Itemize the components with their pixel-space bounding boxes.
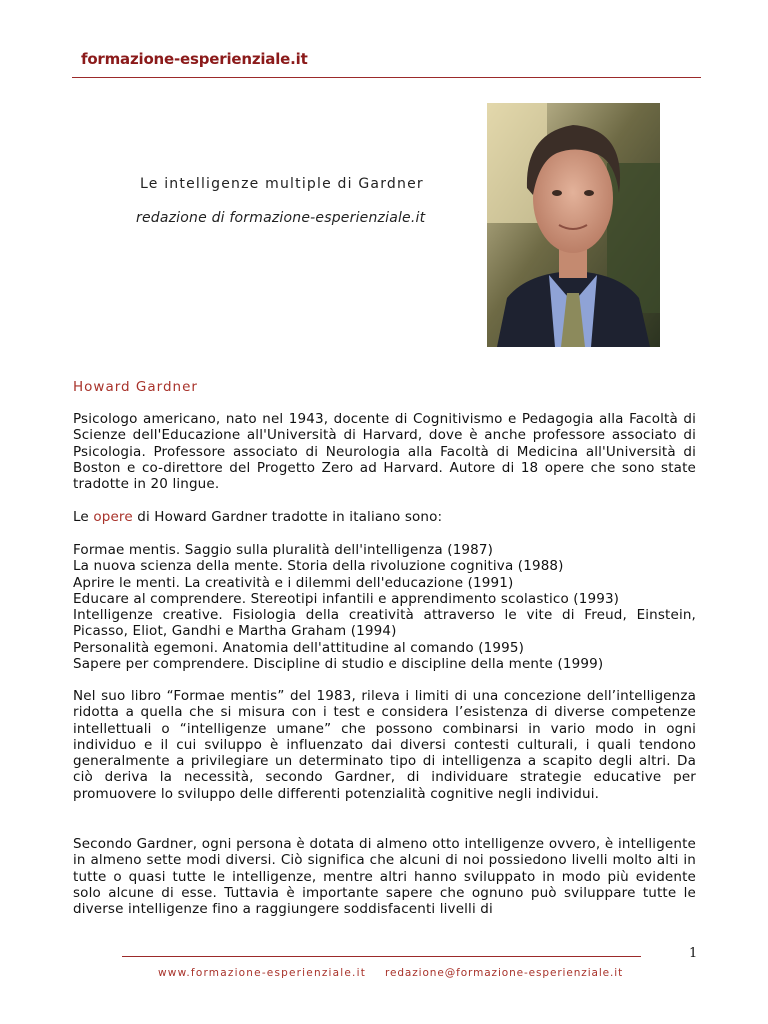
- list-item: Formae mentis. Saggio sulla pluralità dell'intelligenza (1987): [73, 542, 494, 558]
- list-item: Aprire le menti. La creatività e i dilemmi dell'educazione (1991): [73, 574, 514, 591]
- works-intro-prefix: Le: [73, 509, 94, 525]
- header-divider: [72, 77, 701, 78]
- footer-divider: [122, 956, 641, 957]
- footer-website[interactable]: www.formazione-esperienziale.it: [158, 967, 367, 979]
- formae-mentis-paragraph: Nel suo libro “Formae mentis” del 1983, rileva i limiti di una concezione dell’intelligenza ridotta a quella che si misura con i test e considera l’esistenza di diverse competenze intellettuali o “intelligenze umane” che possono combinarsi in vario modo in ogni individuo e il cui sviluppo è influenzato dai diversi contesti culturali, i quali tendono generalmente a privilegiare un determinato tipo di intelligenza a scapito degli altri. Da ciò deriva la necessità, secondo Gardner, di individuare strategie educative per promuovere lo sviluppo delle differenti potenzialità cognitive negli individui.: [73, 688, 696, 802]
- list-item: La nuova scienza della mente. Storia della rivoluzione cognitiva (1988): [73, 558, 564, 575]
- works-list: [73, 542, 696, 672]
- works-intro-suffix: di Howard Gardner tradotte in italiano sono:: [132, 509, 443, 525]
- portrait-image: [487, 103, 660, 347]
- list-item: Personalità egemoni. Anatomia dell'attitudine al comando (1995): [73, 639, 525, 656]
- document-title: Le intelligenze multiple di Gardner: [140, 176, 424, 192]
- gardner-paragraph: Secondo Gardner, ogni persona è dotata di almeno otto intelligenze ovvero, è intelligente in almeno sette modi diversi. Ciò significa che alcuni di noi possiedono livelli molto alti in tutte o quasi tutte le intelligenze, mentre altri hanno sviluppato in modo più evidente solo alcune di esse. Tuttavia è importante sapere che ognuno può sviluppare tutte le diverse intelligenze fino a raggiungere soddisfacenti livelli di: [73, 836, 696, 918]
- list-item: Educare al comprendere. Stereotipi infantili e apprendimento scolastico (1993): [73, 590, 620, 607]
- works-link[interactable]: opere: [93, 509, 133, 525]
- site-brand: formazione-esperienziale.it: [81, 50, 308, 68]
- list-item: Sapere per comprendere. Discipline di studio e discipline della mente (1999): [73, 656, 604, 673]
- works-intro: [73, 509, 696, 525]
- bio-paragraph: Psicologo americano, nato nel 1943, docente di Cognitivismo e Pedagogia alla Facoltà di Scienze dell'Educazione all'Università di Harvard, dove è anche professore associato di Psicologia. Professore associato di Neurologia alla Facoltà di Medicina all'Università di Boston e co-direttore del Progetto Zero ad Harvard. Autore di 18 opere che sono state tradotte in 20 lingue.: [73, 411, 696, 493]
- portrait-photo: [487, 103, 660, 347]
- list-item: Intelligenze creative. Fisiologia della creatività attraverso le vite di Freud, Einstein, Picasso, Eliot, Gandhi e Martha Graham (1994): [73, 607, 696, 640]
- section-heading: Howard Gardner: [73, 379, 198, 395]
- document-byline: redazione di formazione-esperienziale.it: [136, 210, 426, 226]
- page-number: 1: [689, 946, 698, 961]
- footer-email[interactable]: redazione@formazione-esperienziale.it: [385, 967, 624, 979]
